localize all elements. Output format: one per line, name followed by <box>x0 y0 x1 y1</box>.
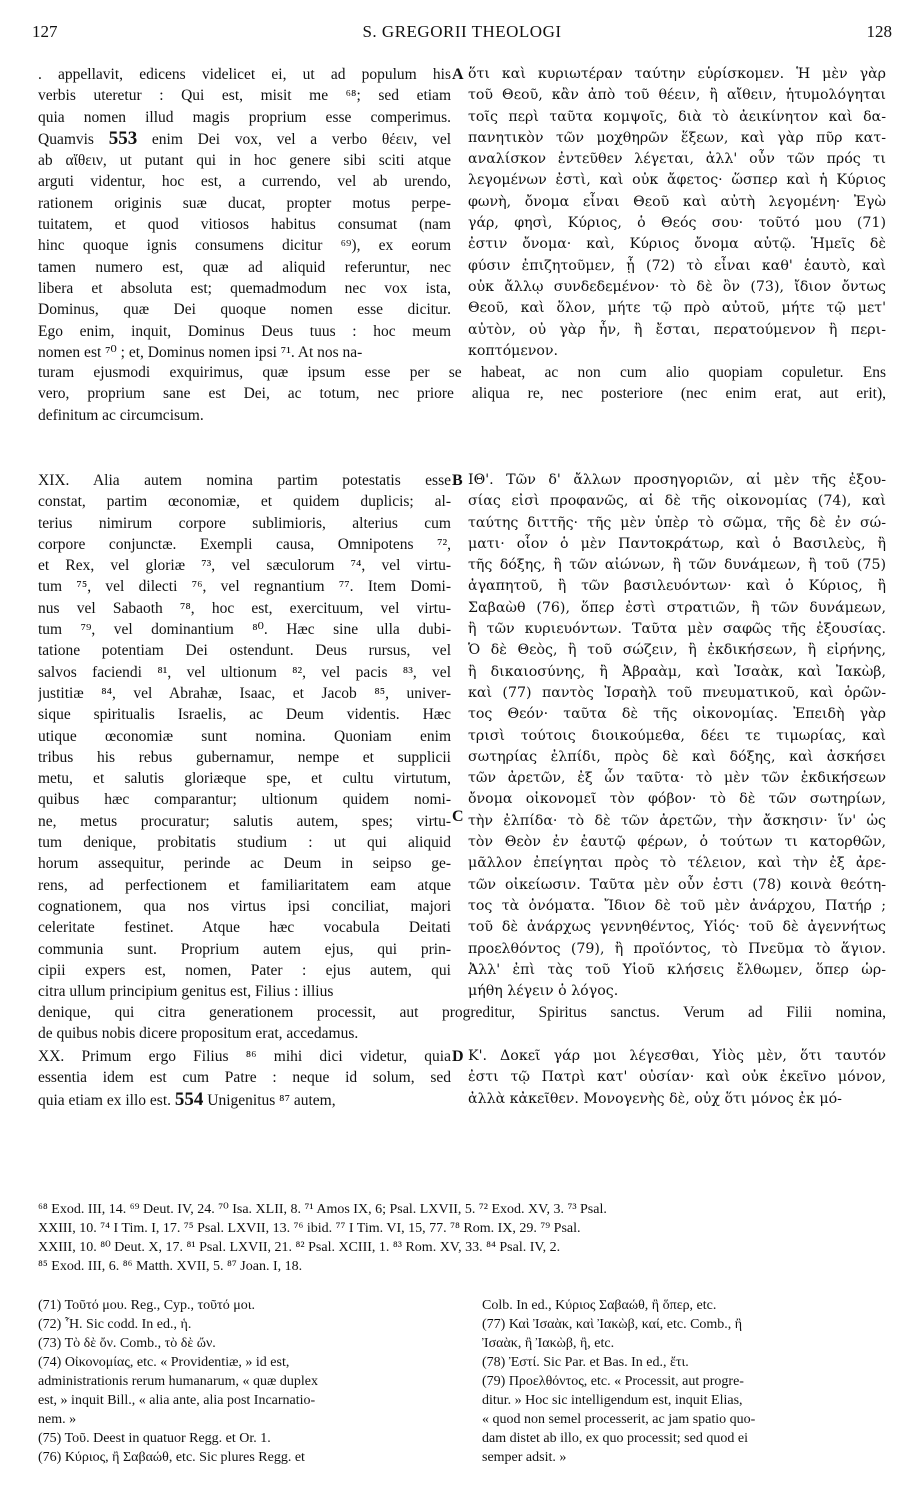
margin-marker-b: B <box>452 472 463 489</box>
text-line: corpore conjunctæ. Exempli causa, Omnipotens ⁷², <box>38 535 451 553</box>
text-line: ⁶⁸ Exod. III, 14. ⁶⁹ Deut. IV, 24. ⁷⁰ Isa. XLII, 8. ⁷¹ Amos IX, 6; Psal. LXVII, 5. ⁷² Exod. XV, 3. ⁷³ Psal. <box>38 1202 607 1217</box>
text-line: (78) Ἐστί. Sic Par. et Bas. In ed., ἔτι. <box>482 1355 689 1370</box>
text-line: ⁸⁵ Exod. III, 6. ⁸⁶ Matth. XVII, 5. ⁸⁷ Joan. I, 18. <box>38 1259 303 1274</box>
text-line: celeritate festinet. Atque hæc vocabula Deitati <box>38 919 451 937</box>
text-line: καὶ (77) παντὸς Ἰσραὴλ τοῦ πνευματικοῦ, καὶ ὁρῶν- <box>468 684 886 701</box>
text-line: τῶν οἰκείωσιν. Ταῦτα μὲν οὖν ἐστι (78) κοινὰ θεότη- <box>468 876 886 893</box>
text-line: administrationis rerum humanarum, « quæ duplex <box>38 1374 318 1389</box>
text-line: XX. Primum ergo Filius ⁸⁶ mihi dici videtur, quia <box>38 1048 451 1065</box>
text-line: Colb. In ed., Κύριος Σαβαώθ, ἢ ὅπερ, etc. <box>482 1298 717 1313</box>
text-line: ἀγαπητοῦ, ἢ τῶν βασιλευόντων· καὶ ὁ Κύριος, ἢ <box>468 578 886 595</box>
text-line: arguti videntur, hoc est, a currendo, vel ab urendo, <box>38 173 451 191</box>
page-number-left: 127 <box>32 22 58 41</box>
text-line: (73) Τὸ δὲ ὄν. Comb., τὸ δὲ ὤν. <box>38 1336 216 1351</box>
text-line: σίας εἰσὶ προφανῶς, αἱ δὲ τῆς οἰκονομίας (74), καὶ <box>468 493 886 510</box>
text-line: τος τὰ ὀνόματα. Ἴδιον δὲ τοῦ μὲν ἀνάρχου, Πατήρ ; <box>468 897 886 914</box>
text-line: quibus hæc comparantur; ultionum quidem nomi- <box>38 791 451 809</box>
text-line: Ἀλλ' ἐπὶ τὰς τοῦ Υἱοῦ κλήσεις ἔλθωμεν, ὅπερ ὡρ- <box>468 961 886 978</box>
margin-marker-d: D <box>452 1048 464 1065</box>
text-line: Ἰσαὰκ, ἢ Ἰακὼβ, ἢ, etc. <box>482 1336 615 1351</box>
text-line: cipii expers est, nomen, Pater : ejus autem, qui <box>38 961 451 979</box>
text-line: metu, et salutis gloriæque spe, et cultu virtutum, <box>38 770 451 788</box>
text-line: ἢ δικαιοσύνης, ἢ Ἀβραὰμ, καὶ Ἰσαὰκ, καὶ Ἰακὼβ, <box>468 663 886 680</box>
text-line: turam ejusmodi exquirimus, quæ ipsum esse per se habeat, ac non cum alio quopiam copuletur. Ens <box>38 364 886 381</box>
text-line: τὴν ἐλπίδα· τὸ δὲ τῶν ἀρετῶν, τὴν ἄσκησιν· ἵν' ὡς <box>468 812 886 829</box>
text-line: verbis uteretur : Qui est, misit me ⁶⁸; sed etiam <box>38 87 451 105</box>
text-line: terius nimirum corpore sublimioris, alterius cum <box>38 514 451 532</box>
text-line: οὐκ ἄλλῳ συνδεδεμένον· τὸ δὲ ὂν (73), ἴδιον ὄντως <box>468 278 886 295</box>
text-line: denique, qui citra generationem processit, aut progreditur, Spiritus sanctus. Verum ad Filii nomina, <box>38 1004 886 1021</box>
text-line: ταύτης διττῆς· τῆς μὲν ὑπὲρ τὸ σῶμα, τῆς δὲ ἐν σώ- <box>468 514 886 531</box>
text-line: κοπτόμενον. <box>468 342 558 359</box>
text-line: nem. » <box>38 1412 77 1427</box>
text-line: σωτηρίας ἐλπίδι, πρὸς δὲ καὶ δόξης, καὶ ἀσκήσει <box>468 748 886 765</box>
text-line: constat, partim œconomiæ, et quidem duplicis; al- <box>38 493 451 511</box>
latin-column-3 <box>38 1046 451 1111</box>
text-line: φύσιν ἐπιζητοῦμεν, ᾗ (72) τὸ εἶναι καθ' ἑαυτὸ, καὶ <box>468 257 886 274</box>
greek-column-3 <box>468 1046 886 1110</box>
text-line: ditur. » Hoc sic intelligendum est, inquit Elias, <box>482 1393 743 1408</box>
greek-column-1 <box>468 64 886 362</box>
text-line: τοῦ δὲ ἀνάρχως γεννηθέντος, Υἱός· τοῦ δὲ ἀγεννήτως <box>468 919 886 936</box>
text-line: αναλίσκον ἐντεῦθεν λέγεται, ἀλλ' οὖν τῶν πρός τι <box>468 151 886 168</box>
text-line: Ὁ δὲ Θεὸς, ἢ τοῦ σώζειν, ἢ ἐκδικήσεων, ἢ εἰρήνης, <box>468 642 886 659</box>
text-line: XIX. Alia autem nomina partim potestatis esse <box>38 472 451 489</box>
text-line: cognationem, qua nos virtus ipsi conciliat, majori <box>38 897 451 915</box>
text-line: μᾶλλον ἐπείγηται πρὸς τὸ τέλειον, καὶ τὴν ἐξ ἀρε- <box>468 855 886 872</box>
column-number: 553 <box>108 127 138 149</box>
latin-full-width-1 <box>38 362 886 426</box>
text-line: τῶν ἀρετῶν, ἐξ ὧν ταῦτα· τὸ μὲν τῶν ἐκδικήσεων <box>468 770 886 787</box>
running-title: S. GREGORII THEOLOGI <box>362 22 562 41</box>
text-line: essentia idem est cum Patre : neque id solum, sed <box>38 1069 451 1087</box>
text-line: rationem originis suæ ducat, propter motus perpe- <box>38 194 451 212</box>
text-line: ἢ τῶν κυριευόντων. Ταῦτα μὲν σαφῶς τῆς ἐξουσίας. <box>468 621 886 638</box>
text-line: τοῖς περὶ ταῦτα κομψοῖς, διὰ τὸ ἀεικίνητον καὶ δα- <box>468 108 886 125</box>
text-line: ἀλλὰ κἀκεῖθεν. Μονογενὴς δὲ, οὐχ ὅτι μόνος ἐκ μό- <box>468 1090 842 1107</box>
text-line: dam distet ab illo, ex quo processit; sed quod ei <box>482 1431 748 1446</box>
text-line: Κ'. Δοκεῖ γάρ μοι λέγεσθαι, Υἱὸς μὲν, ὅτι ταυτόν <box>468 1048 886 1064</box>
margin-marker-a: A <box>452 66 464 83</box>
text-line: semper adsit. » <box>482 1450 567 1465</box>
text-line: τος Θεόν· ταῦτα δὲ τῆς οἰκονομίας. Ἐπειδὴ γὰρ <box>468 706 886 723</box>
text-line: προελθόντος (79), ἢ προϊόντος, τὸ Πνεῦμα τὸ ἅγιον. <box>468 940 886 957</box>
text-line: ab αἴθειν, ut putant qui in hoc genere sibi sciti atque <box>38 152 451 170</box>
page-header <box>32 22 892 48</box>
text-line: est, » inquit Bill., « alia ante, alia post Incarnatio- <box>38 1393 316 1408</box>
text-line: tamen numero est, quæ ad aliquid referuntur, nec <box>38 258 451 276</box>
text-line: « quod non semel processerit, ac jam spatio quo- <box>482 1412 756 1427</box>
latin-column-1 <box>38 64 451 363</box>
text-line: Ego enim, inquit, Dominus Deus tuus : hoc meum <box>38 322 451 340</box>
text-line: . appellavit, edicens videlicet ei, ut ad populum his <box>38 66 451 83</box>
text-line: communia sunt. Proprium autem ejus, qui prin- <box>38 940 451 958</box>
text-line: τρισὶ τούτοις διοικούμεθα, δέει τε τιμωρίας, καὶ <box>468 727 886 744</box>
text-line: αὐτὸν, οὐ γὰρ ἦν, ἢ ἔσται, περατούμενον ἢ περι- <box>468 321 886 338</box>
text-line: XXIII, 10. ⁷⁴ I Tim. I, 17. ⁷⁵ Psal. LXVII, 13. ⁷⁶ ibid. ⁷⁷ I Tim. VI, 15, 77. ⁷⁸ Rom. IX, 29. ⁷⁹ Psal. <box>38 1221 581 1236</box>
scripture-references <box>38 1200 886 1276</box>
text-line: justitiæ ⁸⁴, vel Abrahæ, Isaac, et Jacob ⁸⁵, univer- <box>38 684 451 702</box>
text-line: γάρ, φησὶ, Κύριος, ὁ Θεός σου· τοῦτό μου (71) <box>468 215 886 232</box>
text-line: φωνὴ, ὄνομα εἶναι Θεοῦ καὶ αὐτὴ λεγομένη· Ἐγὼ <box>468 193 886 210</box>
column-number: 554 <box>174 1088 204 1110</box>
text-line: (71) Τοῦτό μου. Reg., Cyp., τοῦτό μοι. <box>38 1298 255 1313</box>
text-line: (72) Ἧ. Sic codd. In ed., ἡ. <box>38 1317 192 1332</box>
text-line: tum ⁷⁹, vel dominantium ⁸⁰. Hæc sine ulla dubi- <box>38 621 451 639</box>
text-line: quia etiam ex illo est. 554 Unigenitus ⁸⁷ autem, <box>38 1088 336 1110</box>
critical-notes-right <box>482 1296 886 1467</box>
text-line: libera et absoluta est; quemadmodum nec vox ista, <box>38 279 451 297</box>
text-line: ματι· οἷον ὁ μὲν Παντοκράτωρ, καὶ ὁ Βασιλεὺς, ἢ <box>468 535 886 552</box>
text-line: utique œconomiæ sunt nomina. Quoniam enim <box>38 727 451 745</box>
text-line: τοῦ Θεοῦ, κἂν ἀπὸ τοῦ θέειν, ἢ αἴθειν, ἡτυμολόγηται <box>468 87 886 104</box>
text-line: τῆς δόξης, ἢ τῶν αἰώνων, ἢ τῶν δυνάμεων, ἢ τοῦ (75) <box>468 557 886 574</box>
text-line: (76) Κύριος, ἢ Σαβαώθ, etc. Sic plures Regg. et <box>38 1450 305 1465</box>
text-line: tum ⁷⁵, vel dilecti ⁷⁶, vel regnantium ⁷⁷. Item Domi- <box>38 578 451 596</box>
text-line: (77) Καὶ Ἰσαὰκ, καὶ Ἰακὼβ, καί, etc. Comb., ἢ <box>482 1317 743 1332</box>
text-line: XXIII, 10. ⁸⁰ Deut. X, 17. ⁸¹ Psal. LXVII, 21. ⁸² Psal. XCIII, 1. ⁸³ Rom. XV, 33. ⁸⁴ Psal. IV, 2. <box>38 1240 561 1255</box>
latin-full-width-2 <box>38 1002 886 1045</box>
text-line: Σαβαὼθ (76), ὅπερ ἐστὶ στρατιῶν, ἢ τῶν δυνάμεων, <box>468 599 886 616</box>
text-line: citra ullum principium genitus est, Filius : illius <box>38 983 334 1001</box>
text-line: Θεοῦ, καὶ ὅλον, μήτε τῷ πρὸ αὐτοῦ, μήτε τῷ μετ' <box>468 300 886 317</box>
text-line: Dominus, quæ Dei quoque nomen esse dicitur. <box>38 301 451 319</box>
text-line: tribus his rebus gubernamur, nempe et supplicii <box>38 748 451 766</box>
text-line: ΙΘ'. Τῶν δ' ἄλλων προσηγοριῶν, αἱ μὲν τῆς ἐξου- <box>468 472 886 488</box>
text-line: vero, proprium sane est Dei, ac totum, nec priore aliqua re, nec posteriore (nec enim erat, aut erit), <box>38 385 886 403</box>
text-line: ἐστι τῷ Πατρὶ κατ' οὐσίαν· καὶ οὐκ ἐκεῖνο μόνον, <box>468 1069 886 1086</box>
text-line: ἐστιν ὄνομα· καὶ, Κύριος ὄνομα αὐτῷ. Ἡμεῖς δὲ <box>468 236 886 253</box>
text-line: (74) Οἰκονομίας, etc. « Providentiæ, » id est, <box>38 1355 290 1370</box>
text-line: ὄνομα οἰκονομεῖ τὸν φόβον· τὸ δὲ τῶν σωτηρίων, <box>468 791 886 808</box>
text-line: definitum ac circumcisum. <box>38 406 204 424</box>
text-line: ὅτι καὶ κυριωτέραν ταύτην εὑρίσκομεν. Ἡ μὲν γὰρ <box>468 66 886 82</box>
text-line: nomen est ⁷⁰ ; et, Dominus nomen ipsi ⁷¹. At nos na- <box>38 343 363 361</box>
margin-marker-c: C <box>452 808 464 825</box>
text-line: Quamvis 553 enim Dei vox, vel a verbo θέειν, vel <box>38 127 451 149</box>
text-line: (75) Τοῦ. Deest in quatuor Regg. et Or. 1. <box>38 1431 271 1446</box>
page-number-right: 128 <box>866 22 892 41</box>
text-line: sique spiritualis Israelis, ac Deum videntis. Hæc <box>38 706 451 724</box>
text-line: et Rex, vel gloriæ ⁷³, vel sæculorum ⁷⁴, vel virtu- <box>38 557 451 575</box>
text-line: tatione potentiam Dei ostendunt. Deus rursus, vel <box>38 642 451 660</box>
text-line: horum assequitur, perinde ac Deum in seipso ge- <box>38 855 451 873</box>
text-line: τὸν Θεὸν ἐν ἑαυτῷ φέρων, ὁ τούτων τι κατορθῶν, <box>468 834 886 851</box>
greek-column-2 <box>468 470 886 1002</box>
text-line: tum denique, probitatis studium : ut qui aliquid <box>38 834 451 852</box>
text-line: λεγομένων ἐστὶ, καὶ οὐκ ἄφετος· ὥσπερ καὶ ἡ Κύριος <box>468 172 886 189</box>
text-line: hinc quoque ignis consumens dicitur ⁶⁹), ex eorum <box>38 237 451 255</box>
text-line: quia nomen illud magis proprium esse comperimus. <box>38 108 451 126</box>
text-line: de quibus nobis dicere propositum erat, accedamus. <box>38 1025 359 1043</box>
critical-notes-left <box>38 1296 451 1467</box>
text-line: (79) Προελθόντος, etc. « Processit, aut progre- <box>482 1374 744 1389</box>
latin-column-2 <box>38 470 451 1002</box>
text-line: rens, ad perfectionem et familiaritatem eam atque <box>38 876 451 894</box>
text-line: nus vel Sabaoth ⁷⁸, hoc est, exercituum, vel virtu- <box>38 599 451 617</box>
text-line: ne, metus procuratur; salutis autem, spes; virtu- <box>38 812 451 830</box>
text-line: salvos faciendi ⁸¹, vel ultionum ⁸², vel pacis ⁸³, vel <box>38 663 451 681</box>
text-line: πανητικὸν τῶν μοχθηρῶν ἕξεων, καὶ γὰρ πῦρ κατ- <box>468 129 886 146</box>
text-line: tuitatem, et quod vitiosos habitus consumat (nam <box>38 216 451 234</box>
text-line: μήθη λέγειν ὁ λόγος. <box>468 983 619 1000</box>
